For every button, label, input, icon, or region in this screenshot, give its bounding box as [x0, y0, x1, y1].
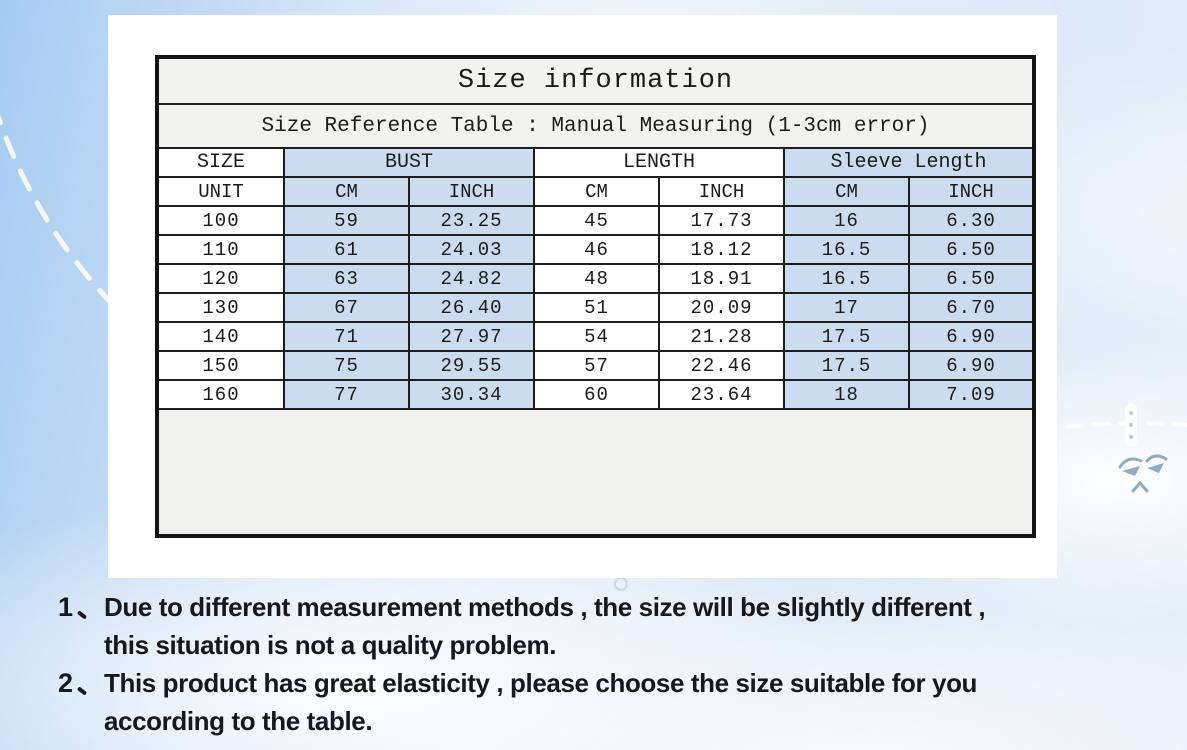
unit-sleeve-cm: CM	[784, 177, 909, 206]
size-table	[155, 55, 1036, 538]
cell-sleeve-inch: 6.30	[909, 206, 1034, 235]
size-table-title: Size information	[157, 57, 1034, 104]
col-header-size: SIZE	[157, 148, 284, 177]
note-line: Due to different measurement methods , the size will be slightly different ,	[104, 592, 986, 622]
dashed-line-icon	[1040, 423, 1187, 430]
cell-sleeve-inch: 6.70	[909, 293, 1034, 322]
table-row-120	[157, 264, 1034, 293]
cell-size: 160	[157, 380, 284, 409]
note-line: this situation is not a quality problem.	[104, 630, 557, 660]
table-row-160	[157, 380, 1034, 409]
cell-sleeve-cm: 16.5	[784, 264, 909, 293]
cell-bust-cm: 71	[284, 322, 409, 351]
ellipsis-bar-icon	[1125, 403, 1137, 447]
cell-sleeve-inch: 6.50	[909, 264, 1034, 293]
cell-bust-cm: 67	[284, 293, 409, 322]
cell-sleeve-cm: 16	[784, 206, 909, 235]
cell-sleeve-cm: 17.5	[784, 351, 909, 380]
cjk-comma-icon	[77, 610, 87, 619]
cell-length-cm: 57	[534, 351, 659, 380]
note-2	[58, 664, 1168, 740]
size-chart-panel	[108, 15, 1057, 578]
unit-bust-cm: CM	[284, 177, 409, 206]
cell-sleeve-inch: 7.09	[909, 380, 1034, 409]
cell-length-inch: 17.73	[659, 206, 784, 235]
cell-size: 150	[157, 351, 284, 380]
note-line: according to the table.	[104, 706, 373, 736]
notes-section	[58, 588, 1168, 740]
note-1	[58, 588, 1168, 664]
col-header-length: LENGTH	[534, 148, 784, 177]
cell-length-cm: 54	[534, 322, 659, 351]
table-row-150	[157, 351, 1034, 380]
unit-length-inch: INCH	[659, 177, 784, 206]
cell-length-inch: 21.28	[659, 322, 784, 351]
cell-size: 110	[157, 235, 284, 264]
group-header-row	[157, 148, 1034, 177]
cell-bust-cm: 63	[284, 264, 409, 293]
unit-bust-inch: INCH	[409, 177, 534, 206]
cell-sleeve-inch: 6.50	[909, 235, 1034, 264]
note-2-text	[104, 664, 1168, 740]
cell-sleeve-inch: 6.90	[909, 351, 1034, 380]
cell-bust-inch: 27.97	[409, 322, 534, 351]
table-row-140	[157, 322, 1034, 351]
size-table-subtitle: Size Reference Table : Manual Measuring (1-3cm error)	[157, 104, 1034, 148]
note-2-number: 2	[58, 664, 104, 702]
cell-length-cm: 51	[534, 293, 659, 322]
cell-sleeve-cm: 18	[784, 380, 909, 409]
table-title-row	[157, 57, 1034, 104]
col-header-bust: BUST	[284, 148, 534, 177]
cell-bust-cm: 77	[284, 380, 409, 409]
cell-length-cm: 48	[534, 264, 659, 293]
cloud-face-icon	[1120, 456, 1166, 491]
cell-length-inch: 20.09	[659, 293, 784, 322]
cell-length-cm: 46	[534, 235, 659, 264]
col-header-sleeve-length: Sleeve Length	[784, 148, 1034, 177]
unit-sleeve-inch: INCH	[909, 177, 1034, 206]
note-1-number: 1	[58, 588, 104, 626]
dashed-curve-icon	[0, 104, 114, 306]
unit-length-cm: CM	[534, 177, 659, 206]
cjk-comma-icon	[77, 686, 87, 695]
unit-header-row	[157, 177, 1034, 206]
note-line: This product has great elasticity , please choose the size suitable for you	[104, 668, 978, 698]
cell-bust-cm: 59	[284, 206, 409, 235]
empty-footer-row	[157, 409, 1034, 536]
unit-label: UNIT	[157, 177, 284, 206]
empty-area	[157, 409, 1034, 536]
cell-length-inch: 18.12	[659, 235, 784, 264]
table-subtitle-row	[157, 104, 1034, 148]
cell-sleeve-cm: 17.5	[784, 322, 909, 351]
table-row-100	[157, 206, 1034, 235]
cell-bust-cm: 61	[284, 235, 409, 264]
cell-length-inch: 23.64	[659, 380, 784, 409]
cell-size: 140	[157, 322, 284, 351]
cell-length-inch: 18.91	[659, 264, 784, 293]
cell-size: 130	[157, 293, 284, 322]
table-row-110	[157, 235, 1034, 264]
cell-bust-inch: 24.03	[409, 235, 534, 264]
cell-bust-inch: 26.40	[409, 293, 534, 322]
cell-sleeve-cm: 16.5	[784, 235, 909, 264]
cell-length-inch: 22.46	[659, 351, 784, 380]
cell-sleeve-inch: 6.90	[909, 322, 1034, 351]
cell-size: 100	[157, 206, 284, 235]
cell-bust-inch: 24.82	[409, 264, 534, 293]
cell-bust-inch: 23.25	[409, 206, 534, 235]
cell-length-cm: 45	[534, 206, 659, 235]
cell-bust-cm: 75	[284, 351, 409, 380]
table-row-130	[157, 293, 1034, 322]
cell-sleeve-cm: 17	[784, 293, 909, 322]
cell-bust-inch: 29.55	[409, 351, 534, 380]
note-1-text	[104, 588, 1168, 664]
cell-size: 120	[157, 264, 284, 293]
cell-length-cm: 60	[534, 380, 659, 409]
cell-bust-inch: 30.34	[409, 380, 534, 409]
